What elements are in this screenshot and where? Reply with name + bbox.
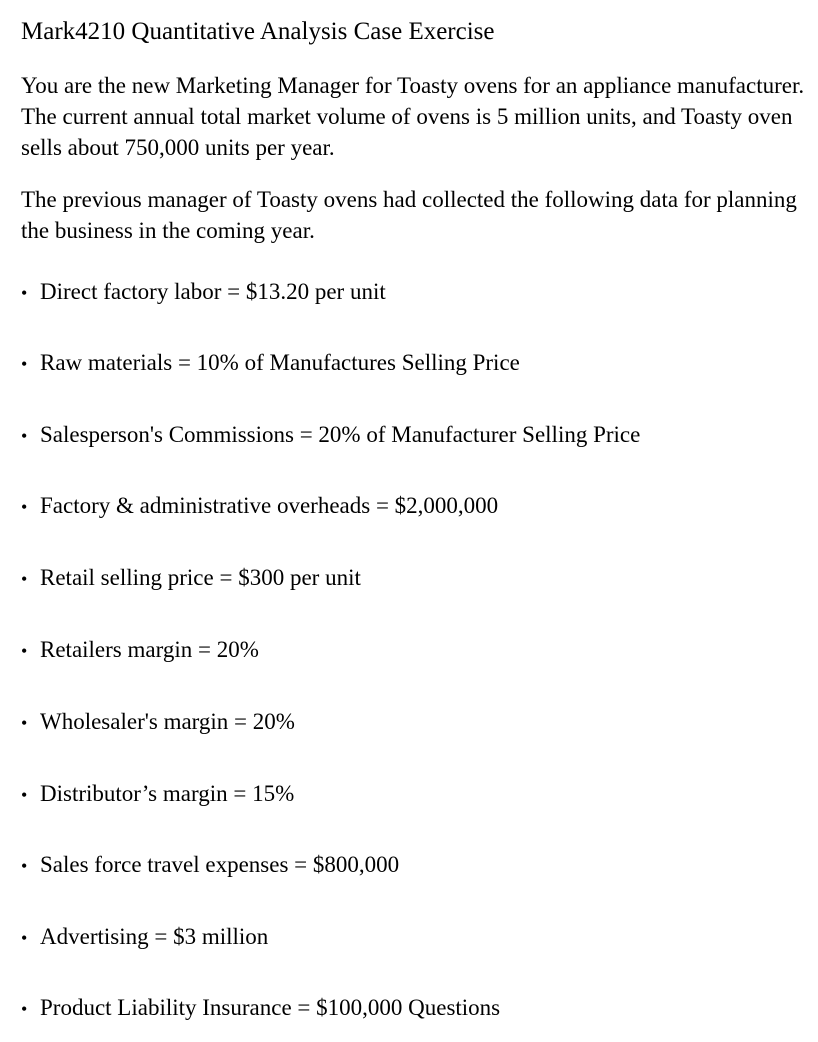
list-item (21, 276, 386, 309)
list-item-text: Advertising = $3 million (40, 924, 269, 949)
bullet-icon: • (21, 426, 28, 446)
list-item-text: Factory & administrative overheads = $2,000,000 (40, 493, 499, 518)
list-item (21, 992, 500, 1025)
list-item (21, 562, 361, 595)
list-item-text: Retail selling price = $300 per unit (40, 565, 361, 590)
intro-paragraph: You are the new Marketing Manager for Toasty ovens for an appliance manufacturer. The current annual total market volume of ovens is 5 million units, and Toasty oven sells about 750,000 units per year. (21, 73, 805, 160)
list-item-text: Direct factory labor = $13.20 per unit (40, 279, 386, 304)
bullet-icon: • (21, 928, 28, 948)
list-item-text: Distributor’s margin = 15% (40, 781, 295, 806)
bullet-icon: • (21, 785, 28, 805)
bullet-icon: • (21, 856, 28, 876)
list-item-text: Wholesaler's margin = 20% (40, 709, 295, 734)
list-item-text: Salesperson's Commissions = 20% of Manufacturer Selling Price (40, 422, 641, 447)
list-item (21, 634, 259, 667)
bullet-icon: • (21, 713, 28, 733)
list-item-text: Raw materials = 10% of Manufactures Selling Price (40, 350, 520, 375)
document-title: Mark4210 Quantitative Analysis Case Exercise (21, 18, 495, 45)
list-item-text: Product Liability Insurance = $100,000 Questions (40, 995, 501, 1020)
list-item-text: Sales force travel expenses = $800,000 (40, 852, 400, 877)
data-intro-paragraph: The previous manager of Toasty ovens had collected the following data for planning the business in the coming year. (21, 187, 797, 243)
bullet-icon: • (21, 641, 28, 661)
list-item (21, 347, 520, 380)
list-item (21, 778, 294, 811)
list-item (21, 419, 640, 452)
bullet-icon: • (21, 354, 28, 374)
list-item (21, 706, 295, 739)
bullet-icon: • (21, 569, 28, 589)
list-item-text: Retailers margin = 20% (40, 637, 259, 662)
bullet-icon: • (21, 999, 28, 1019)
bullet-icon: • (21, 497, 28, 517)
list-item (21, 849, 399, 882)
list-item (21, 921, 268, 954)
list-item (21, 490, 498, 523)
bullet-icon: • (21, 283, 28, 303)
